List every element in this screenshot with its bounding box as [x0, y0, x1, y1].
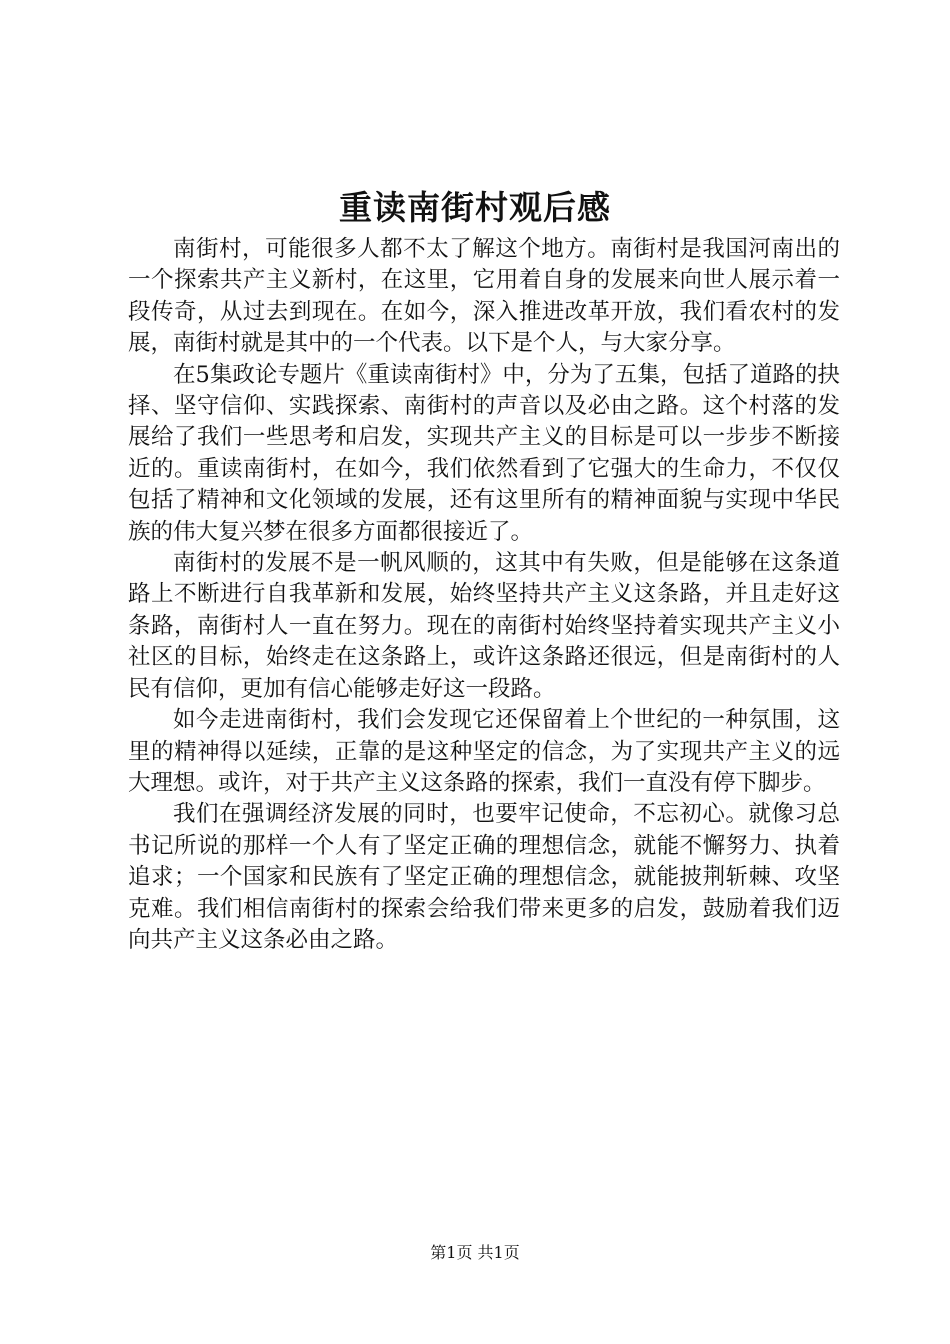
paragraph-2: 在5集政论专题片《重读南街村》中，分为了五集，包括了道路的抉择、坚守信仰、实践探索、南街村的声音以及必由之路。这个村落的发展给了我们一些思考和启发，实现共产主义的目标是可以一步步不断接近的。重读南街村，在如今，我们依然看到了它强大的生命力，不仅仅包括了精神和文化领域的发展，还有这里所有的精神面貌与实现中华民族的伟大复兴梦在很多方面都很接近了。 — [128, 361, 840, 545]
document-body — [128, 234, 840, 956]
page-footer: 第1页 共1页 — [430, 1243, 520, 1262]
paragraph-1: 南街村，可能很多人都不太了解这个地方。南街村是我国河南出的一个探索共产主义新村，在这里，它用着自身的发展来向世人展示着一段传奇，从过去到现在。在如今，深入推进改革开放，我们看农村的发展，南街村就是其中的一个代表。以下是个人，与大家分享。 — [128, 236, 840, 357]
document-title: 重读南街村观后感 — [339, 188, 611, 227]
paragraph-4: 如今走进南街村，我们会发现它还保留着上个世纪的一种氛围，这里的精神得以延续，正靠的是这种坚定的信念，为了实现共产主义的远大理想。或许，对于共产主义这条路的探索，我们一直没有停下脚步。 — [128, 707, 840, 796]
paragraph-5: 我们在强调经济发展的同时，也要牢记使命，不忘初心。就像习总书记所说的那样一个人有了坚定正确的理想信念，就能不懈努力、执着追求；一个国家和民族有了坚定正确的理想信念，就能披荆斩棘、攻坚克难。我们相信南街村的探索会给我们带来更多的启发，鼓励着我们迈向共产主义这条必由之路。 — [128, 801, 840, 953]
paragraph-3: 南街村的发展不是一帆风顺的，这其中有失败，但是能够在这条道路上不断进行自我革新和发展，始终坚持共产主义这条路，并且走好这条路，南街村人一直在努力。现在的南街村始终坚持着实现共产主义小社区的目标，始终走在这条路上，或许这条路还很远，但是南街村的人民有信仰，更加有信心能够走好这一段路。 — [128, 550, 840, 702]
